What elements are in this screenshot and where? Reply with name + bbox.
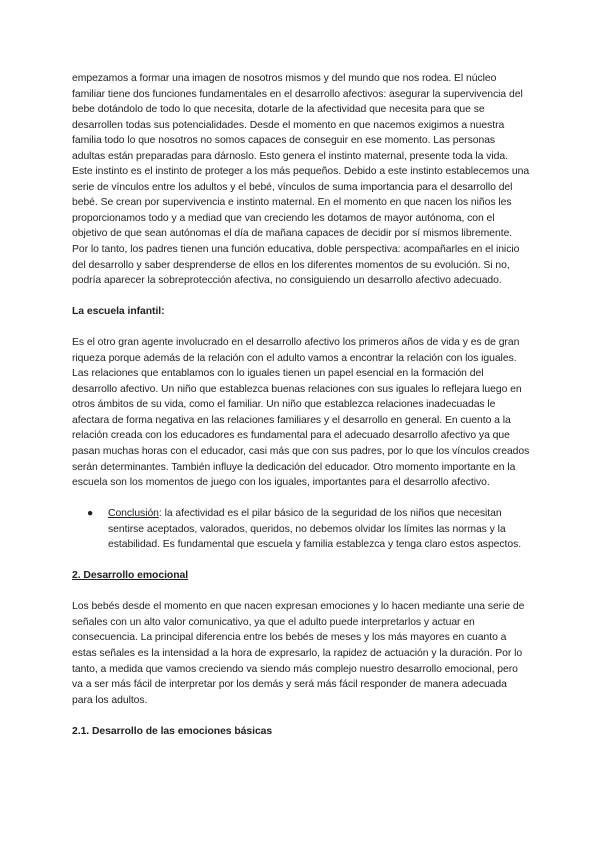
bullet-list <box>72 506 530 553</box>
document-page <box>72 71 530 739</box>
bullet-icon: ● <box>87 508 94 520</box>
spacer <box>72 553 530 569</box>
spacer <box>72 491 530 507</box>
spacer <box>72 289 530 305</box>
bullet-item-conclusion <box>72 506 530 553</box>
heading-escuela-infantil: La escuela infantil: <box>72 306 165 318</box>
spacer <box>72 584 530 600</box>
heading-emociones-basicas: 2.1. Desarrollo de las emociones básicas <box>72 725 273 737</box>
bullet-label: Conclusión <box>108 508 159 520</box>
paragraph-emocional: Los bebés desde el momento en que nacen expresan emociones y lo hacen mediante una serie de señales con un alto valor comunicativo, ya que el adulto puede interpretarlos y actuar en consecuencia. La principal diferencia entre los bebés de meses y los más mayores en cuanto a estas señales es la intensidad a la hora de expresarlo, la rapidez de actuación y la duración. Por lo tanto, a medida que vamos creciendo va siendo más complejo nuestro desarrollo emocional, pero va a ser más fácil de interpretar por los demás y será más fácil responder de manera adecuada para los adultos. <box>72 601 525 706</box>
bullet-text: : la afectividad es el pilar básico de la seguridad de los niños que necesitan sentirse aceptados, valorados, queridos, no debemos olvidar los límites las normas y la estabilidad. Es fundamental que escuela y familia establezca y tenga claro estos aspectos. <box>108 508 522 551</box>
heading-desarrollo-emocional: 2. Desarrollo emocional <box>72 570 189 582</box>
paragraph-escuela: Es el otro gran agente involucrado en el desarrollo afectivo los primeros años de vida y es de gran riqueza porque además de la relación con el adulto vamos a encontrar la relación con los iguales. Las relaciones que entablamos con lo iguales tienen un papel esencial en la formación del desarrollo afectivo. Un niño que establezca buenas relaciones con sus iguales lo reflejara luego en otros ámbitos de su vida, como el familiar. Un niño que establezca relaciones inadecuadas le afectara de forma negativa en las relaciones familiares y el desarrollo en general. En cuento a la relación creada con los educadores es fundamental para el adecuado desarrollo afectivo ya que pasan muchas horas con el educador, casi más que con sus padres, por lo que los vínculos creados serán determinantes. También influye la dedicación del educador. Otro momento importante en la escuela son los momentos de juego con los iguales, importantes para el desarrollo afectivo. <box>72 337 530 489</box>
paragraph-family: empezamos a formar una imagen de nosotros mismos y del mundo que nos rodea. El núcleo familiar tiene dos funciones fundamentales en el desarrollo afectivos: asegurar la supervivencia del bebe dotándolo de todo lo que necesita, dotarle de la afectividad que necesita para que se desarrollen todas sus potencialidades. Desde el momento en que nacemos exigimos a nuestra familia todo lo que nosotros no somos capaces de conseguir en ese momento. Las personas adultas están preparadas para dárnoslo. Esto genera el instinto maternal, presente toda la vida. Este instinto es el instinto de proteger a los más pequeños. Debido a este instinto establecemos una serie de vínculos entre los adultos y el bebé, vínculos de suma importancia para el desarrollo del bebé. Se crean por supervivencia e instinto maternal. En el momento en que nacen los niños les proporcionamos todo y a mediad que van creciendo les dotamos de mayor autónoma, con el objetivo de que sean autónomas el día de mañana capaces de decidir por sí mismos libremente. Por lo tanto, los padres tienen una función educativa, doble perspectiva: acompañarles en el inicio del desarrollo y saber desprenderse de ellos en los diferentes momentos de su evolución. Si no, podría aparecer la sobreprotección afectiva, no consiguiendo un desarrollo afectivo adecuado. <box>72 73 530 287</box>
spacer <box>72 320 530 336</box>
spacer <box>72 708 530 724</box>
